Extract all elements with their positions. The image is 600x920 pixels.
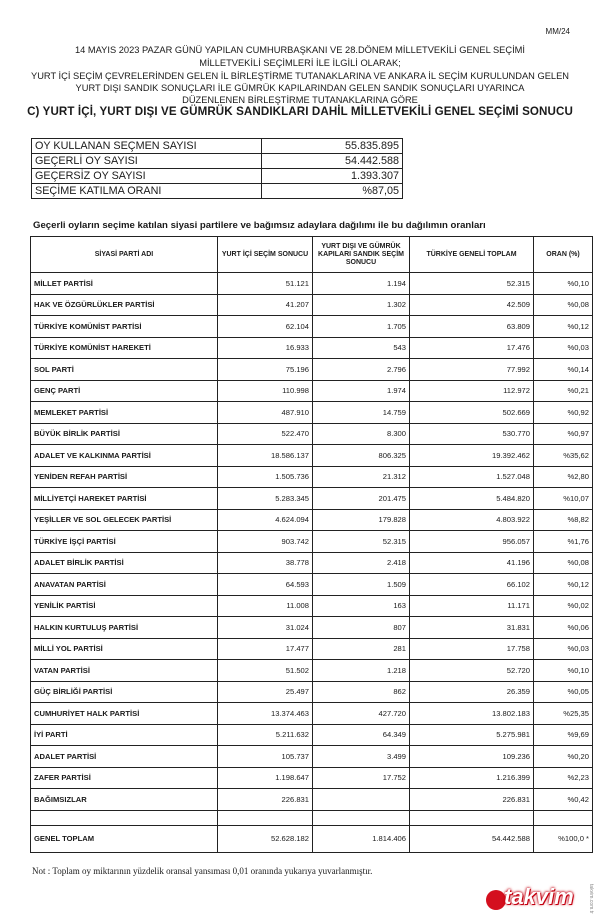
document-code: MM/24	[545, 27, 570, 36]
abroad-votes: 201.475	[313, 488, 410, 510]
party-row	[31, 746, 593, 768]
party-row	[31, 380, 593, 402]
column-header-party: SİYASİ PARTİ ADI	[31, 237, 218, 273]
total-votes: 26.359	[410, 681, 534, 703]
vote-ratio: %0,20	[534, 746, 593, 768]
summary-label: OY KULLANAN SEÇMEN SAYISI	[32, 139, 262, 154]
spacer-row	[31, 810, 593, 825]
abroad-votes: 1.509	[313, 574, 410, 596]
domestic-votes: 62.104	[218, 316, 313, 338]
abroad-votes: 1.705	[313, 316, 410, 338]
abroad-votes: 543	[313, 337, 410, 359]
abroad-votes: 1.194	[313, 273, 410, 295]
spacer-cell	[410, 810, 534, 825]
vote-ratio: %0,10	[534, 273, 593, 295]
summary-label: GEÇERSİZ OY SAYISI	[32, 169, 262, 184]
vote-ratio: %1,76	[534, 531, 593, 553]
domestic-votes: 487.910	[218, 402, 313, 424]
party-row	[31, 294, 593, 316]
domestic-votes: 11.008	[218, 595, 313, 617]
total-domestic-votes: 52.628.182	[218, 825, 313, 852]
total-votes: 956.057	[410, 531, 534, 553]
domestic-votes: 51.502	[218, 660, 313, 682]
domestic-votes: 4.624.094	[218, 509, 313, 531]
total-votes: 77.992	[410, 359, 534, 381]
header-line-5: DÜZENLENEN BİRLEŞTİRME TUTANAKLARINA GÖRE	[182, 95, 418, 105]
total-total-votes: 54.442.588	[410, 825, 534, 852]
party-name: MİLLİYETÇİ HAREKET PARTİSİ	[31, 488, 218, 510]
domestic-votes: 105.737	[218, 746, 313, 768]
party-row	[31, 724, 593, 746]
party-row	[31, 423, 593, 445]
summary-value: 55.835.895	[262, 139, 403, 154]
domestic-votes: 31.024	[218, 617, 313, 639]
party-name: MİLLET PARTİSİ	[31, 273, 218, 295]
total-votes: 5.484.820	[410, 488, 534, 510]
vote-ratio: %0,14	[534, 359, 593, 381]
results-body	[31, 273, 593, 853]
party-row	[31, 337, 593, 359]
vote-ratio: %2,80	[534, 466, 593, 488]
total-votes: 17.758	[410, 638, 534, 660]
domestic-votes: 51.121	[218, 273, 313, 295]
abroad-votes: 1.974	[313, 380, 410, 402]
party-row	[31, 595, 593, 617]
total-votes: 52.720	[410, 660, 534, 682]
party-name: YENİLİK PARTİSİ	[31, 595, 218, 617]
summary-table	[31, 138, 403, 199]
total-abroad-votes: 1.814.406	[313, 825, 410, 852]
vote-ratio: %2,23	[534, 767, 593, 789]
abroad-votes: 1.218	[313, 660, 410, 682]
party-name: GENÇ PARTİ	[31, 380, 218, 402]
logo-site: takvim.com.tr	[588, 884, 594, 914]
party-row	[31, 531, 593, 553]
total-party-name: GENEL TOPLAM	[31, 825, 218, 852]
total-votes: 31.831	[410, 617, 534, 639]
summary-value: 1.393.307	[262, 169, 403, 184]
abroad-votes: 14.759	[313, 402, 410, 424]
vote-ratio: %8,82	[534, 509, 593, 531]
results-header-row	[31, 237, 593, 273]
total-votes: 1.527.048	[410, 466, 534, 488]
party-name: ADALET BİRLİK PARTİSİ	[31, 552, 218, 574]
summary-row	[32, 139, 403, 154]
party-name: ANAVATAN PARTİSİ	[31, 574, 218, 596]
logo-mark-icon	[486, 890, 506, 910]
total-votes: 41.196	[410, 552, 534, 574]
total-votes: 109.236	[410, 746, 534, 768]
vote-ratio: %0,21	[534, 380, 593, 402]
total-votes: 42.509	[410, 294, 534, 316]
takvim-logo	[486, 880, 596, 916]
spacer-cell	[534, 810, 593, 825]
party-name: BÜYÜK BİRLİK PARTİSİ	[31, 423, 218, 445]
total-votes: 13.802.183	[410, 703, 534, 725]
abroad-votes: 1.302	[313, 294, 410, 316]
abroad-votes: 163	[313, 595, 410, 617]
header-line-4: YURT DIŞI SANDIK SONUÇLARI İLE GÜMRÜK KAPILARINDAN GELEN SANDIK SONUÇLARI UYARINCA	[75, 83, 525, 93]
domestic-votes: 226.831	[218, 789, 313, 811]
party-row	[31, 574, 593, 596]
total-votes: 17.476	[410, 337, 534, 359]
party-row	[31, 273, 593, 295]
party-name: SOL PARTİ	[31, 359, 218, 381]
vote-ratio: %0,97	[534, 423, 593, 445]
vote-ratio: %0,03	[534, 638, 593, 660]
abroad-votes: 806.325	[313, 445, 410, 467]
total-votes: 11.171	[410, 595, 534, 617]
domestic-votes: 13.374.463	[218, 703, 313, 725]
party-row	[31, 638, 593, 660]
party-row	[31, 488, 593, 510]
section-title: C) YURT İÇİ, YURT DIŞI VE GÜMRÜK SANDIKLARI DAHİL MİLLETVEKİLİ GENEL SEÇİMİ SONUCU	[27, 105, 573, 118]
party-row	[31, 552, 593, 574]
party-name: TÜRKİYE KOMÜNİST HAREKETİ	[31, 337, 218, 359]
column-header-ratio: ORAN (%)	[534, 237, 593, 273]
vote-ratio: %9,69	[534, 724, 593, 746]
party-name: İYİ PARTİ	[31, 724, 218, 746]
abroad-votes: 281	[313, 638, 410, 660]
party-row	[31, 789, 593, 811]
column-header-domestic: YURT İÇİ SEÇİM SONUCU	[218, 237, 313, 273]
total-votes: 112.972	[410, 380, 534, 402]
summary-value: %87,05	[262, 184, 403, 199]
domestic-votes: 1.505.736	[218, 466, 313, 488]
summary-row	[32, 184, 403, 199]
column-header-total: TÜRKİYE GENELİ TOPLAM	[410, 237, 534, 273]
abroad-votes: 807	[313, 617, 410, 639]
party-name: ADALET PARTİSİ	[31, 746, 218, 768]
domestic-votes: 64.593	[218, 574, 313, 596]
domestic-votes: 522.470	[218, 423, 313, 445]
party-row	[31, 359, 593, 381]
party-name: TÜRKİYE KOMÜNİST PARTİSİ	[31, 316, 218, 338]
total-votes: 5.275.981	[410, 724, 534, 746]
party-row	[31, 509, 593, 531]
party-row	[31, 402, 593, 424]
header-line-3: YURT İÇİ SEÇİM ÇEVRELERİNDEN GELEN İL BİRLEŞTİRME TUTANAKLARINA VE ANKARA İL SEÇİM KURULUNDAN GELEN	[31, 71, 569, 81]
abroad-votes: 17.752	[313, 767, 410, 789]
party-row	[31, 466, 593, 488]
total-votes: 4.803.922	[410, 509, 534, 531]
party-row	[31, 316, 593, 338]
vote-ratio: %0,03	[534, 337, 593, 359]
total-votes: 530.770	[410, 423, 534, 445]
domestic-votes: 75.196	[218, 359, 313, 381]
party-row	[31, 617, 593, 639]
total-votes: 19.392.462	[410, 445, 534, 467]
party-name: TÜRKİYE İŞÇİ PARTİSİ	[31, 531, 218, 553]
abroad-votes: 2.796	[313, 359, 410, 381]
party-name: ZAFER PARTİSİ	[31, 767, 218, 789]
abroad-votes: 427.720	[313, 703, 410, 725]
vote-ratio: %0,05	[534, 681, 593, 703]
domestic-votes: 1.198.647	[218, 767, 313, 789]
party-name: CUMHURİYET HALK PARTİSİ	[31, 703, 218, 725]
summary-label: GEÇERLİ OY SAYISI	[32, 154, 262, 169]
total-vote-ratio: %100,0 *	[534, 825, 593, 852]
vote-ratio: %0,10	[534, 660, 593, 682]
summary-row	[32, 154, 403, 169]
domestic-votes: 5.211.632	[218, 724, 313, 746]
header-line-1: 14 MAYIS 2023 PAZAR GÜNÜ YAPILAN CUMHURBAŞKANI VE 28.DÖNEM MİLLETVEKİLİ GENEL SEÇİMİ	[75, 45, 525, 55]
domestic-votes: 25.497	[218, 681, 313, 703]
domestic-votes: 5.283.345	[218, 488, 313, 510]
spacer-cell	[218, 810, 313, 825]
footnote: Not : Toplam oy miktarının yüzdelik oransal yansıması 0,01 oranında yukarıya yuvarlanmıştır.	[32, 866, 373, 876]
party-name: VATAN PARTİSİ	[31, 660, 218, 682]
abroad-votes: 64.349	[313, 724, 410, 746]
domestic-votes: 18.586.137	[218, 445, 313, 467]
vote-ratio: %0,06	[534, 617, 593, 639]
total-votes: 1.216.399	[410, 767, 534, 789]
total-votes: 63.809	[410, 316, 534, 338]
domestic-votes: 41.207	[218, 294, 313, 316]
party-name: BAĞIMSIZLAR	[31, 789, 218, 811]
abroad-votes: 8.300	[313, 423, 410, 445]
logo-text: takvim	[504, 884, 574, 909]
total-votes: 502.669	[410, 402, 534, 424]
abroad-votes: 179.828	[313, 509, 410, 531]
vote-ratio: %35,62	[534, 445, 593, 467]
party-row	[31, 681, 593, 703]
abroad-votes	[313, 789, 410, 811]
party-row	[31, 445, 593, 467]
party-row	[31, 703, 593, 725]
header-line-2: MİLLETVEKİLİ SEÇİMLERİ İLE İLGİLİ OLARAK;	[199, 58, 401, 68]
results-table	[30, 236, 593, 853]
grand-total-row	[31, 825, 593, 852]
total-votes: 66.102	[410, 574, 534, 596]
abroad-votes: 862	[313, 681, 410, 703]
vote-ratio: %0,92	[534, 402, 593, 424]
vote-ratio: %0,12	[534, 574, 593, 596]
total-votes: 52.315	[410, 273, 534, 295]
party-name: MİLLİ YOL PARTİSİ	[31, 638, 218, 660]
domestic-votes: 16.933	[218, 337, 313, 359]
party-name: YEŞİLLER VE SOL GELECEK PARTİSİ	[31, 509, 218, 531]
distribution-subtitle: Geçerli oyların seçime katılan siyasi partilere ve bağımsız adaylara dağılımı ile bu dağılımın oranları	[33, 220, 486, 231]
summary-row	[32, 169, 403, 184]
vote-ratio: %0,12	[534, 316, 593, 338]
vote-ratio: %25,35	[534, 703, 593, 725]
domestic-votes: 38.778	[218, 552, 313, 574]
domestic-votes: 110.998	[218, 380, 313, 402]
summary-label: SEÇİME KATILMA ORANI	[32, 184, 262, 199]
party-name: ADALET VE KALKINMA PARTİSİ	[31, 445, 218, 467]
vote-ratio: %0,42	[534, 789, 593, 811]
abroad-votes: 21.312	[313, 466, 410, 488]
abroad-votes: 3.499	[313, 746, 410, 768]
column-header-abroad: YURT DIŞI VE GÜMRÜK KAPILARI SANDIK SEÇİM SONUCU	[313, 237, 410, 273]
party-row	[31, 660, 593, 682]
vote-ratio: %0,08	[534, 552, 593, 574]
party-name: GÜÇ BİRLİĞİ PARTİSİ	[31, 681, 218, 703]
total-votes: 226.831	[410, 789, 534, 811]
abroad-votes: 52.315	[313, 531, 410, 553]
party-name: HALKIN KURTULUŞ PARTİSİ	[31, 617, 218, 639]
party-name: MEMLEKET PARTİSİ	[31, 402, 218, 424]
party-name: HAK VE ÖZGÜRLÜKLER PARTİSİ	[31, 294, 218, 316]
party-name: YENİDEN REFAH PARTİSİ	[31, 466, 218, 488]
vote-ratio: %0,08	[534, 294, 593, 316]
spacer-cell	[31, 810, 218, 825]
domestic-votes: 17.477	[218, 638, 313, 660]
party-row	[31, 767, 593, 789]
spacer-cell	[313, 810, 410, 825]
summary-value: 54.442.588	[262, 154, 403, 169]
domestic-votes: 903.742	[218, 531, 313, 553]
abroad-votes: 2.418	[313, 552, 410, 574]
vote-ratio: %0,02	[534, 595, 593, 617]
vote-ratio: %10,07	[534, 488, 593, 510]
